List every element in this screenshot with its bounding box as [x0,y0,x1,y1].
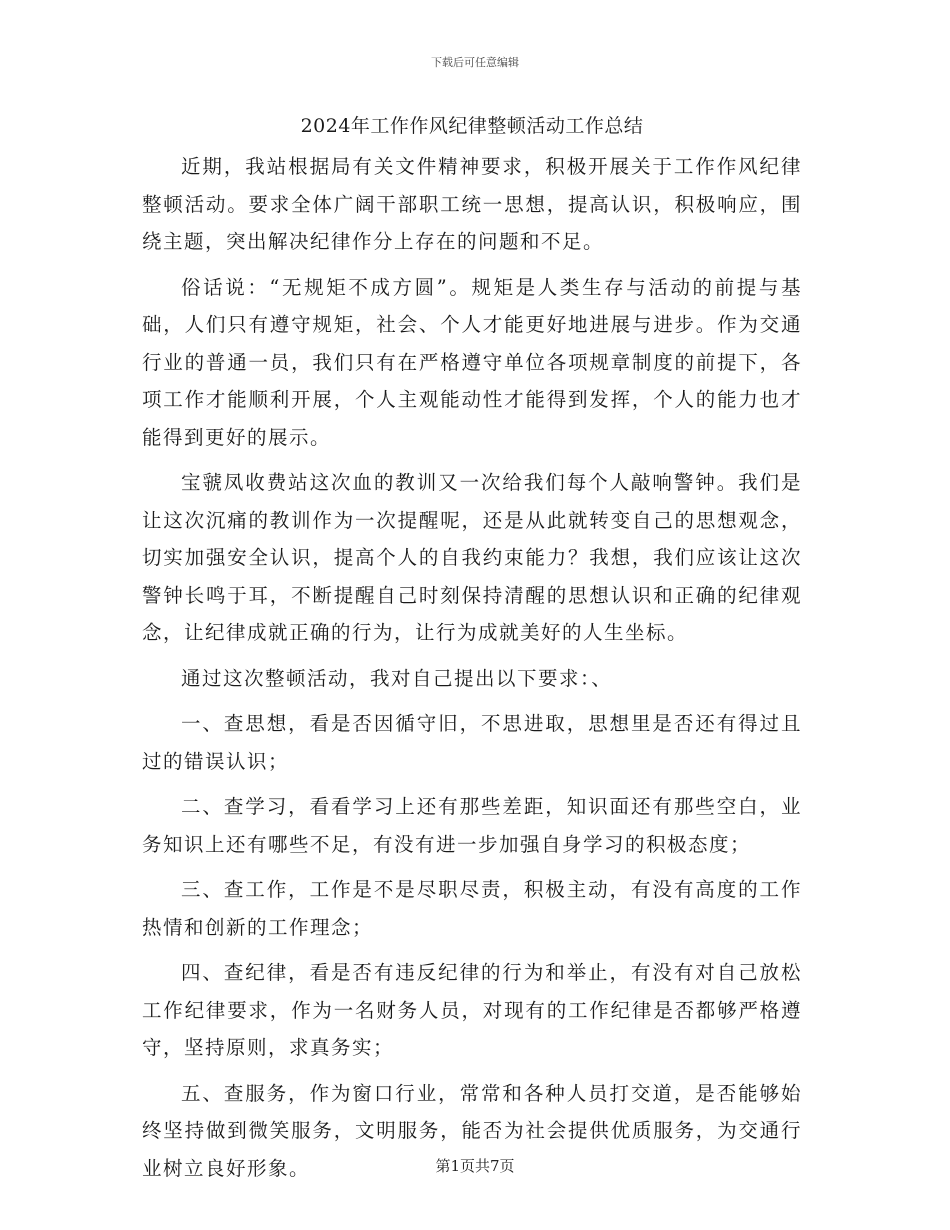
document-title: 2024年工作作风纪律整顿活动工作总结 [300,115,644,137]
paragraph-item-thought: 一、查思想，看是否因循守旧，不思进取，思想里是否还有得过且过的错误认识； [142,712,802,773]
paragraph-proverb: 俗话说：“无规矩不成方圆”。规矩是人类生存与活动的前提与基础，人们只有遵守规矩，社会、个人才能更好地进展与进步。作为交通行业的普通一员，我们只有在严格遵守单位各项规章制度的前提下，各项工作才能顺利开展，个人主观能动性才能得到发挥，个人的能力也才能得到更好的展示。 [142,275,802,449]
paragraph-item-service: 五、查服务，作为窗口行业，常常和各种人员打交道，是否能够始终坚持做到微笑服务，文明服务，能否为社会提供优质服务，为交通行业树立良好形象。 [142,1081,802,1180]
paragraph-item-study: 二、查学习，看看学习上还有那些差距，知识面还有那些空白，业务知识上还有哪些不足，有没有进一步加强自身学习的积极态度； [142,795,802,856]
header-note: 下载后可任意编辑 [431,56,519,69]
page-number: 第1页共7页 [435,1157,515,1175]
paragraph-intro: 近期，我站根据局有关文件精神要求，积极开展关于工作作风纪律整顿活动。要求全体广阔干部职工统一思想，提高认识，积极响应，围绕主题，突出解决纪律作分上存在的问题和不足。 [142,155,802,253]
paragraph-item-work: 三、查工作，工作是不是尽职尽责，积极主动，有没有高度的工作热情和创新的工作理念； [142,878,802,939]
paragraph-item-discipline: 四、查纪律，看是否有违反纪律的行为和举止，有没有对自己放松工作纪律要求，作为一名财务人员，对现有的工作纪律是否都够严格遵守，坚持原则，求真务实； [142,961,802,1059]
paragraph-lesson: 宝虢凤收费站这次血的教训又一次给我们每个人敲响警钟。我们是让这次沉痛的教训作为一次提醒呢，还是从此就转变自己的思想观念，切实加强安全认识，提高个人的自我约束能力？我想，我们应该让这次警钟长鸣于耳，不断提醒自己时刻保持清醒的思想认识和正确的纪律观念，让纪律成就正确的行为，让行为成就美好的人生坐标。 [142,471,802,644]
document-body [142,112,802,1195]
paragraph-requirements-intro: 通过这次整顿活动，我对自己提出以下要求：、 [181,666,613,690]
